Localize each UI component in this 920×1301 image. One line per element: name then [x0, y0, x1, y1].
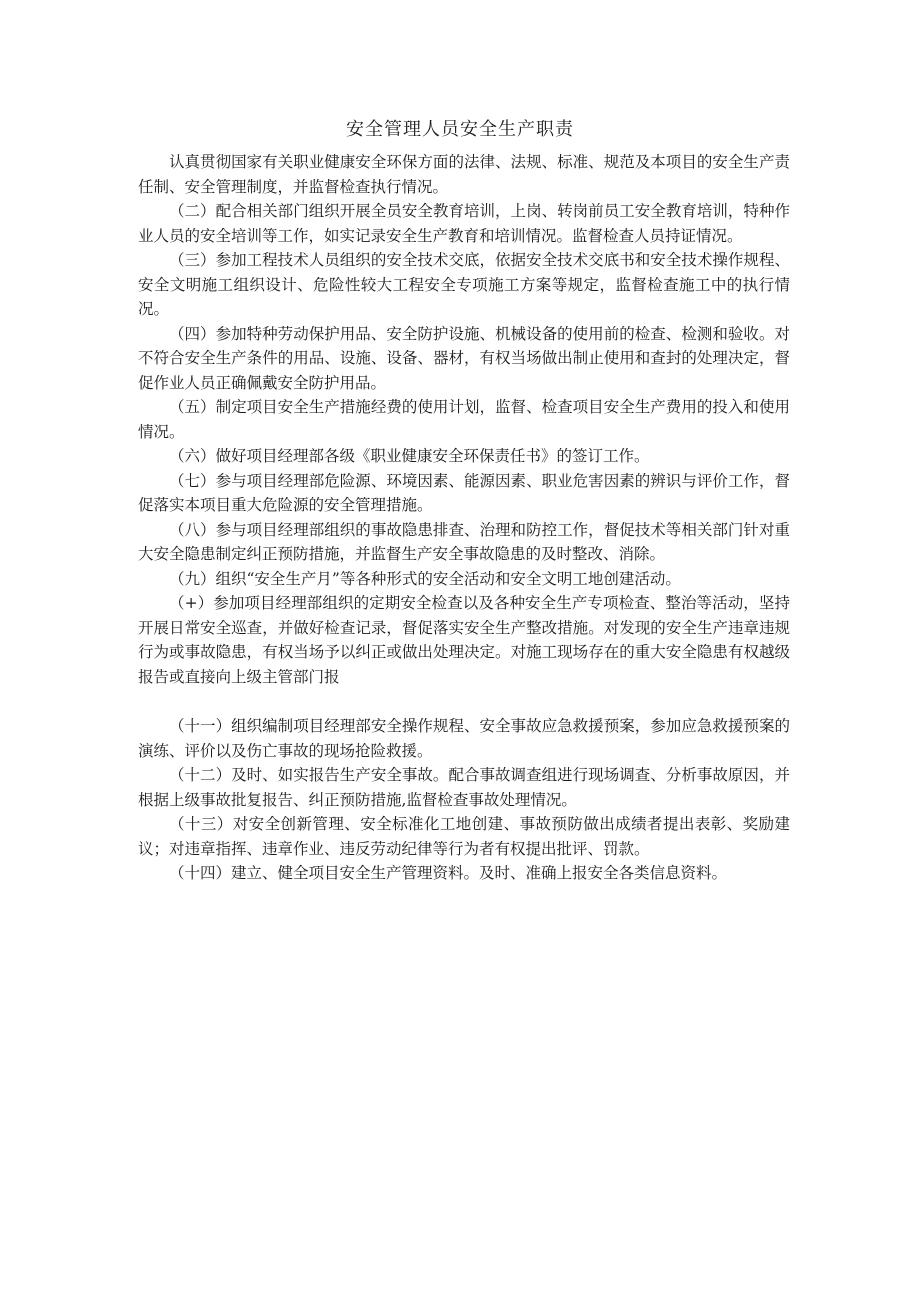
paragraph-14: （十四）建立、健全项目安全生产管理资料。及时、准确上报安全各类信息资料。	[169, 864, 728, 882]
paragraph-11: （十一）组织编制项目经理部安全操作规程、安全事故应急救援预案，参加应急救援预案的演练、评价以及伤亡事故的现场抢险救援。	[138, 717, 790, 760]
paragraph-8: （八）参与项目经理部组织的事故隐患排查、治理和防控工作，督促技术等相关部门针对重大安全隐患制定纠正预防措施，并监督生产安全事故隐患的及时整改、消除。	[138, 520, 790, 563]
paragraph-10: （+）参加项目经理部组织的定期安全检查以及各种安全生产专项检查、整治等活动，坚持开展日常安全巡查，并做好检查记录，督促落实安全生产整改措施。对发现的安全生产违章违规行为或事故隐患，有权当场予以纠正或做出处理决定。对施工现场存在的重大安全隐患有权越级报告或直接向上级主管部门报	[138, 594, 790, 686]
paragraph-2: （二）配合相关部门组织开展全员安全教育培训，上岗、转岗前员工安全教育培训，特种作业人员的安全培训等工作，如实记录安全生产教育和培训情况。监督检查人员持证情况。	[138, 202, 790, 245]
paragraph-3: （三）参加工程技术人员组织的安全技术交底，依据安全技术交底书和安全技术操作规程、安全文明施工组织设计、危险性较大工程安全专项施工方案等规定，监督检查施工中的执行情况。	[138, 251, 790, 318]
paragraph-5: （五）制定项目安全生产措施经费的使用计划，监督、检查项目安全生产费用的投入和使用情况。	[138, 398, 790, 441]
document-body	[138, 150, 790, 886]
paragraph-12: （十二）及时、如实报告生产安全事故。配合事故调查组进行现场调查、分析事故原因，并根据上级事故批复报告、纠正预防措施,监督检查事故处理情况。	[138, 766, 790, 809]
page-title: 安全管理人员安全生产职责	[346, 119, 574, 140]
paragraph-6: （六）做好项目经理部各级《职业健康安全环保责任书》的签订工作。	[169, 447, 650, 465]
paragraph-9: （九）组织“安全生产月”等各种形式的安全活动和安全文明工地创建活动。	[169, 569, 681, 588]
paragraph-intro: 认真贯彻国家有关职业健康安全环保方面的法律、法规、标准、规范及本项目的安全生产责任制、安全管理制度，并监督检查执行情况。	[138, 153, 790, 196]
paragraph-7: （七）参与项目经理部危险源、环境因素、能源因素、职业危害因素的辨识与评价工作，督促落实本项目重大危险源的安全管理措施。	[138, 471, 790, 514]
paragraph-gap	[138, 689, 790, 714]
paragraph-13: （十三）对安全创新管理、安全标准化工地创建、事故预防做出成绩者提出表彰、奖励建议；对违章指挥、违章作业、违反劳动纪律等行为者有权提出批评、罚款。	[138, 815, 790, 858]
paragraph-4: （四）参加特种劳动保护用品、安全防护设施、机械设备的使用前的检查、检测和验收。对不符合安全生产条件的用品、设施、设备、器材，有权当场做出制止使用和查封的处理决定，督促作业人员正确佩戴安全防护用品。	[138, 324, 790, 392]
